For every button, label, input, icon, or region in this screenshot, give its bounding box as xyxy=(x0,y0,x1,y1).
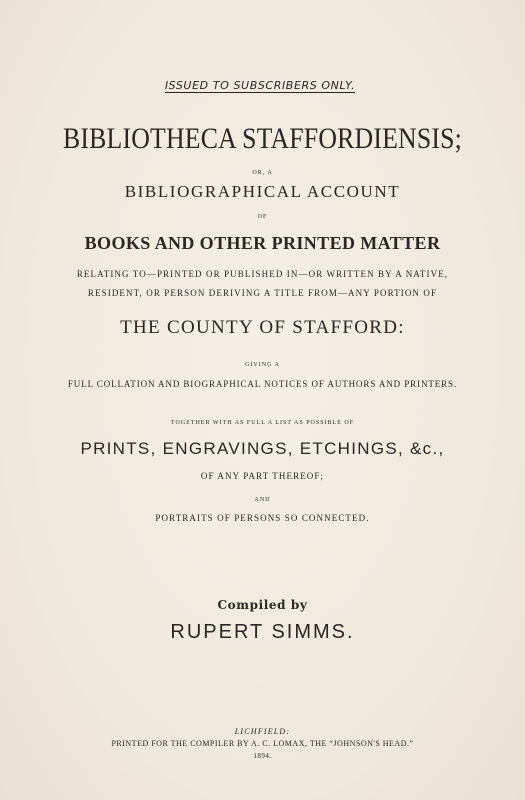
author-name: RUPERT SIMMS. xyxy=(170,621,355,643)
subscribers-notice-text: ISSUED TO SUBSCRIBERS ONLY. xyxy=(164,79,356,92)
relating-line-2: RESIDENT, OR PERSON DERIVING A TITLE FROM—ANY PORTION OF xyxy=(87,288,438,298)
imprint-printer: PRINTED FOR THE COMPILER BY A. C. LOMAX, THE “JOHNSON'S HEAD.” xyxy=(111,739,414,748)
relating-line-1: RELATING TO—PRINTED OR PUBLISHED IN—OR WRITTEN BY A NATIVE, xyxy=(76,269,449,279)
book-subtitle: BIBLIOGRAPHICAL ACCOUNT xyxy=(124,182,401,201)
of-connector: OF xyxy=(257,214,268,220)
together-line: TOGETHER WITH AS FULL A LIST AS POSSIBLE OF xyxy=(170,420,355,426)
imprint-year: 1894. xyxy=(253,752,272,760)
book-title: BIBLIOTHECA STAFFORDIENSIS; xyxy=(63,122,462,155)
or-a-connector: OR, A xyxy=(252,170,273,176)
prints-heading: PRINTS, ENGRAVINGS, ETCHINGS, &c., xyxy=(80,439,445,458)
portraits-line: PORTRAITS OF PERSONS SO CONNECTED. xyxy=(155,513,370,523)
subscribers-notice xyxy=(0,80,520,93)
subject-heading: BOOKS AND OTHER PRINTED MATTER xyxy=(84,233,441,253)
giving-a-connector: GIVING A xyxy=(245,362,280,368)
compiled-by-label: Compiled by xyxy=(217,598,308,612)
and-connector: AND xyxy=(254,497,271,503)
imprint-place: LICHFIELD: xyxy=(234,727,291,736)
full-collation-line: FULL COLLATION AND BIOGRAPHICAL NOTICES OF AUTHORS AND PRINTERS. xyxy=(67,379,458,389)
any-part-line: OF ANY PART THEREOF; xyxy=(200,471,325,481)
county-heading: THE COUNTY OF STAFFORD: xyxy=(120,317,405,338)
